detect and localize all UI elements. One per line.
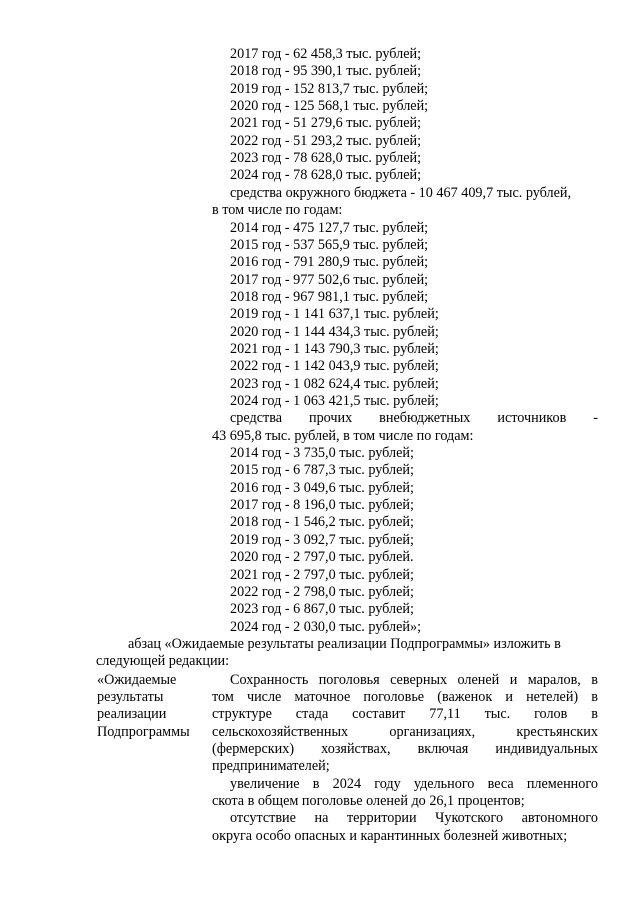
word: (фермерских) xyxy=(212,741,295,757)
year-line: 2014 год - 475 127,7 тыс. рублей; xyxy=(230,219,429,236)
result-text-line xyxy=(230,776,598,793)
year-line: 2020 год - 125 568,1 тыс. рублей; xyxy=(230,98,429,115)
year-line: 2018 год - 967 981,1 тыс. рублей; xyxy=(230,288,429,305)
result-text-line xyxy=(212,706,598,723)
year-line: 2021 год - 1 143 790,3 тыс. рублей; xyxy=(230,340,439,357)
year-line: 2015 год - 537 565,9 тыс. рублей; xyxy=(230,236,429,253)
year-line: 2017 год - 8 196,0 тыс. рублей; xyxy=(230,497,414,514)
abzac-line-cont: следующей редакции: xyxy=(96,653,230,670)
expected-results-label: «Ожидаемые xyxy=(97,671,177,688)
expected-results-label: реализации xyxy=(97,706,167,723)
word: в xyxy=(591,688,598,705)
year-line: 2020 год - 1 144 434,3 тыс. рублей; xyxy=(230,323,439,340)
word: оленей xyxy=(457,671,500,688)
year-line: 2023 год - 6 867,0 тыс. рублей; xyxy=(230,601,414,618)
year-line: 2015 год - 6 787,3 тыс. рублей; xyxy=(230,462,414,479)
result-text-line xyxy=(212,724,598,741)
word: 77,11 xyxy=(429,706,461,723)
year-line: 2016 год - 791 280,9 тыс. рублей; xyxy=(230,254,429,271)
result-text-line xyxy=(212,758,330,775)
word: индивидуальных xyxy=(495,741,598,757)
word: в xyxy=(312,775,320,792)
word: году xyxy=(374,775,401,792)
word: северных xyxy=(390,671,448,688)
word: источников xyxy=(497,410,567,427)
word: - xyxy=(593,410,598,427)
year-line: 2018 год - 95 390,1 тыс. рублей; xyxy=(230,63,422,80)
word: внебюджетных xyxy=(379,410,471,427)
word: (важенок xyxy=(437,688,493,705)
year-line: 2021 год - 51 279,6 тыс. рублей; xyxy=(230,115,422,132)
word: племенного xyxy=(526,775,598,792)
word: территории xyxy=(346,810,417,827)
okrug-budget-line-cont: в том числе по годам: xyxy=(212,202,343,219)
word: числе xyxy=(246,688,282,705)
word: включая xyxy=(417,741,469,757)
year-line: 2024 год - 1 063 421,5 тыс. рублей; xyxy=(230,393,439,409)
year-line: 2022 год - 51 293,2 тыс. рублей; xyxy=(230,132,422,149)
year-line: 2018 год - 1 546,2 тыс. рублей; xyxy=(230,514,414,531)
other-sources-line xyxy=(230,410,598,427)
year-line: 2017 год - 977 502,6 тыс. рублей; xyxy=(230,271,429,288)
result-text-line xyxy=(212,689,598,706)
word: стада xyxy=(295,706,329,723)
result-text-line xyxy=(212,793,525,810)
year-line: 2019 год - 152 813,7 тыс. рублей; xyxy=(230,80,429,97)
word: голов xyxy=(534,706,568,723)
abzac-line: абзац «Ожидаемые результаты реализации Подпрограммы» изложить в xyxy=(128,635,561,652)
word: хозяйствах, xyxy=(321,741,391,757)
word: и xyxy=(505,688,513,705)
word: удельного xyxy=(413,775,475,792)
word: крестьянских xyxy=(516,723,598,740)
word: поголовье xyxy=(363,688,425,705)
word: Чукотского xyxy=(435,810,504,827)
expected-results-label: Подпрограммы xyxy=(97,723,190,740)
word: нетелей) xyxy=(526,688,579,705)
word: том xyxy=(212,688,234,705)
word: в xyxy=(591,671,598,688)
word: организациях, xyxy=(389,723,476,740)
result-text-line xyxy=(230,672,598,689)
word: округа особо опасных и карантинных болезней животных; xyxy=(212,827,568,844)
word: веса xyxy=(487,775,514,792)
word: и xyxy=(509,671,518,688)
other-sources-line-cont: 43 695,8 тыс. рублей, в том числе по годам: xyxy=(212,427,474,444)
year-line: 2020 год - 2 797,0 тыс. рублей. xyxy=(230,549,414,566)
year-line: 2023 год - 1 082 624,4 тыс. рублей; xyxy=(230,375,439,392)
year-line: 2014 год - 3 735,0 тыс. рублей; xyxy=(230,445,414,462)
word: структуре xyxy=(212,706,272,723)
year-line: 2024 год - 2 030,0 тыс. рублей»; xyxy=(230,618,422,635)
okrug-budget-line: средства окружного бюджета - 10 467 409,7 тыс. рублей, xyxy=(230,184,572,201)
word: средства xyxy=(230,410,283,427)
word: маточное xyxy=(294,688,351,705)
word: увеличение xyxy=(230,775,300,792)
word: составит xyxy=(352,706,406,723)
result-text-line xyxy=(212,741,598,758)
year-line: 2019 год - 3 092,7 тыс. рублей; xyxy=(230,531,414,548)
year-line: 2019 год - 1 141 637,1 тыс. рублей; xyxy=(230,306,439,323)
word: отсутствие xyxy=(230,810,296,827)
year-line: 2017 год - 62 458,3 тыс. рублей; xyxy=(230,46,422,62)
year-line: 2016 год - 3 049,6 тыс. рублей; xyxy=(230,479,414,496)
year-line: 2023 год - 78 628,0 тыс. рублей; xyxy=(230,150,422,167)
word: прочих xyxy=(308,410,353,427)
year-line: 2024 год - 78 628,0 тыс. рублей; xyxy=(230,167,422,184)
word: поголовья xyxy=(318,671,380,688)
result-text-line xyxy=(230,810,598,827)
word: сельскохозяйственных xyxy=(212,723,349,740)
word: 2024 xyxy=(332,775,362,792)
word: маралов, xyxy=(527,671,581,688)
word: тыс. xyxy=(484,706,511,723)
year-line: 2021 год - 2 797,0 тыс. рублей; xyxy=(230,566,414,583)
word: на xyxy=(314,810,329,827)
year-line: 2022 год - 1 142 043,9 тыс. рублей; xyxy=(230,358,439,375)
word: в xyxy=(591,706,598,723)
word: Сохранность xyxy=(230,671,309,688)
word: автономного xyxy=(521,810,598,827)
word: скота в общем поголовье оленей до 26,1 процентов; xyxy=(212,793,525,810)
result-text-line xyxy=(212,828,567,845)
year-line: 2022 год - 2 798,0 тыс. рублей; xyxy=(230,583,414,600)
expected-results-label: результаты xyxy=(97,688,164,705)
word: предпринимателей; xyxy=(212,758,330,775)
